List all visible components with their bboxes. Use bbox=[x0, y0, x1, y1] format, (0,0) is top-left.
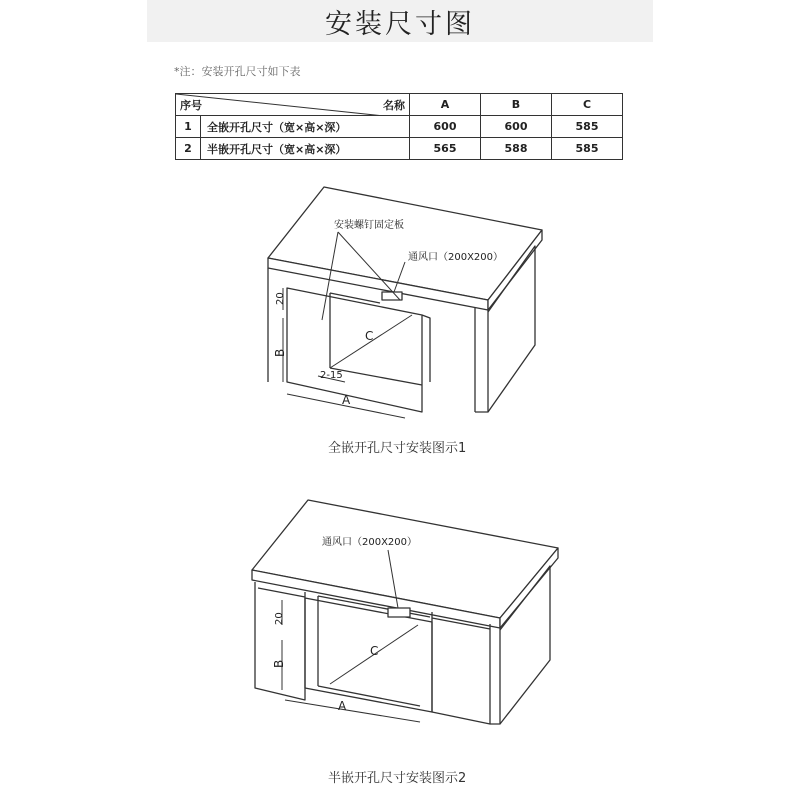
row-index: 1 bbox=[176, 116, 201, 138]
label-vent: 通风口（200X200） bbox=[408, 252, 504, 263]
dimension-table bbox=[175, 93, 623, 160]
opening-outline bbox=[287, 288, 422, 412]
header-diagonal-line bbox=[176, 94, 384, 116]
cabinet-right-side bbox=[475, 310, 488, 412]
left-cabinet bbox=[255, 582, 305, 700]
row-value-a: 600 bbox=[410, 116, 481, 138]
header-col-b: B bbox=[481, 94, 552, 116]
dim-a-label: A bbox=[342, 393, 351, 407]
dim-b-label: B bbox=[272, 659, 286, 668]
table-row bbox=[176, 138, 623, 160]
header-index-label: 序号 bbox=[180, 99, 202, 112]
opening-floor bbox=[330, 368, 422, 385]
header-col-c: C bbox=[552, 94, 623, 116]
figure1-caption: 全嵌开孔尺寸安装图示1 bbox=[328, 441, 467, 456]
title-bar bbox=[147, 0, 653, 42]
dim-c-label: C bbox=[370, 644, 379, 658]
table-note: *注：安装开孔尺寸如下表 bbox=[174, 65, 301, 78]
row-value-a: 565 bbox=[410, 138, 481, 160]
table-header-row bbox=[176, 94, 623, 116]
dim-a-line bbox=[285, 700, 420, 722]
label-screw-plate: 安装螺钉固定板 bbox=[334, 220, 404, 231]
header-col-a: A bbox=[410, 94, 481, 116]
dim-c-label: C bbox=[365, 329, 374, 343]
dim-b-label: B bbox=[273, 348, 287, 357]
opening-outline bbox=[305, 598, 432, 712]
right-cabinet-front bbox=[432, 612, 490, 724]
row-name: 全嵌开孔尺寸（宽×高×深） bbox=[201, 116, 410, 138]
opening-inner-right bbox=[422, 315, 430, 382]
header-name-label: 名称 bbox=[383, 99, 405, 112]
right-cabinet-side bbox=[490, 628, 500, 724]
figure2-caption: 半嵌开孔尺寸安装图示2 bbox=[328, 771, 467, 786]
row-name: 半嵌开孔尺寸（宽×高×深） bbox=[201, 138, 410, 160]
figure-half-embed-diagram bbox=[0, 490, 800, 730]
dim-215-label: 2-15 bbox=[320, 370, 343, 381]
header-diagonal-cell bbox=[176, 94, 410, 116]
opening-floor bbox=[318, 686, 420, 706]
dim-20-label: 20 bbox=[275, 292, 286, 305]
table-row bbox=[176, 116, 623, 138]
dim-a-label: A bbox=[338, 699, 347, 713]
dim-20-label: 20 bbox=[274, 612, 285, 625]
row-value-c: 585 bbox=[552, 138, 623, 160]
row-value-c: 585 bbox=[552, 116, 623, 138]
label-vent: 通风口（200X200） bbox=[322, 537, 418, 548]
row-value-b: 600 bbox=[481, 116, 552, 138]
vent-rect bbox=[388, 608, 410, 617]
page-title: 安装尺寸图 bbox=[325, 8, 475, 40]
row-value-b: 588 bbox=[481, 138, 552, 160]
figure-full-embed-diagram bbox=[0, 170, 800, 420]
row-index: 2 bbox=[176, 138, 201, 160]
